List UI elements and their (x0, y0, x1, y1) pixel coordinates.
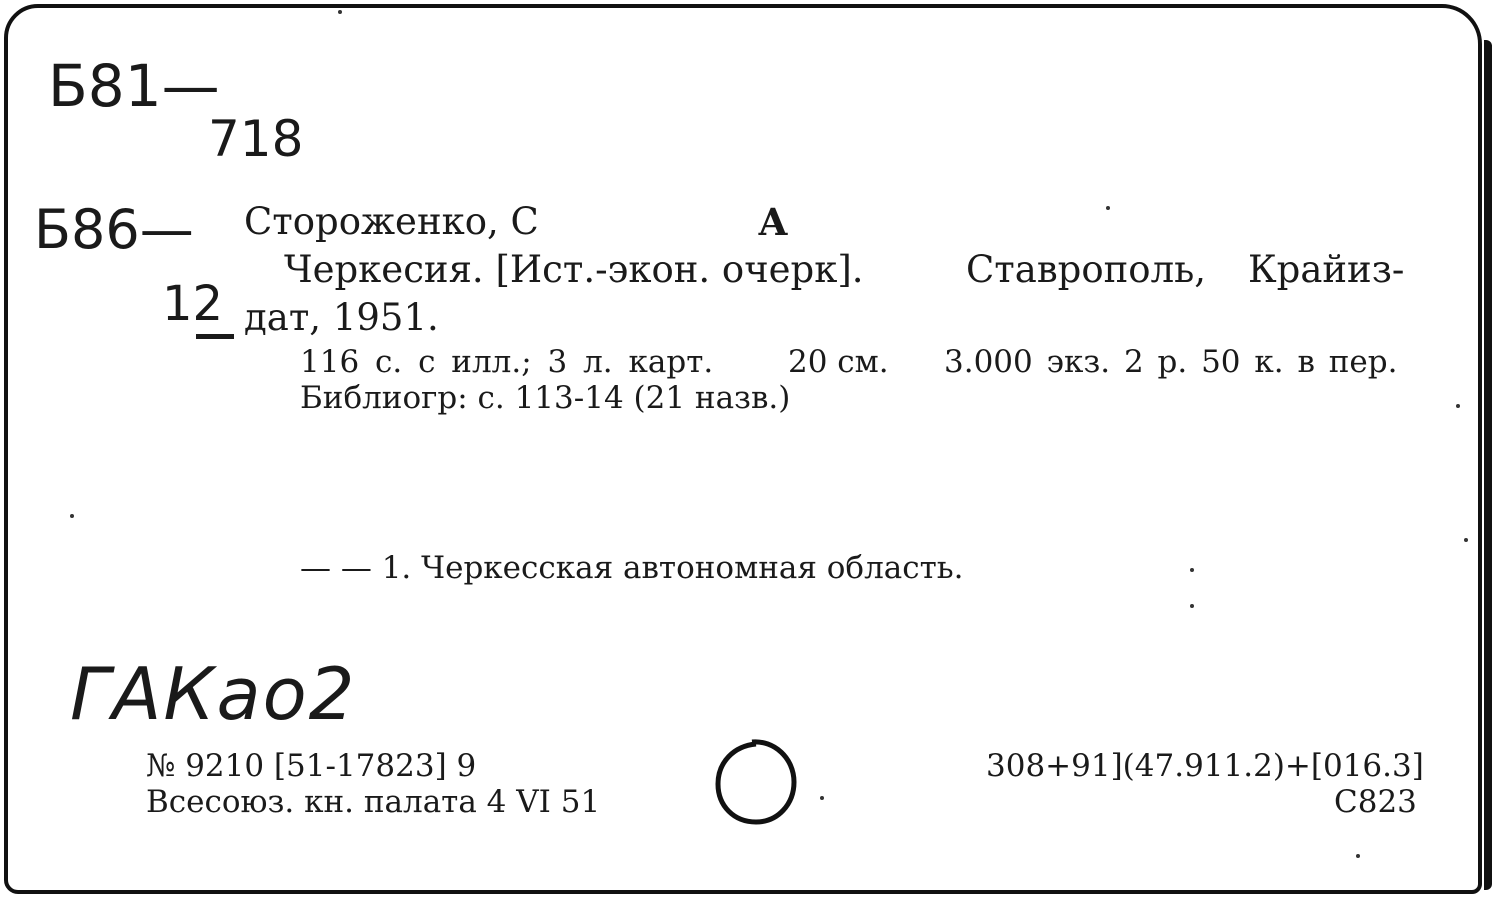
handwritten-shelfmark-top: Б81— (48, 52, 220, 120)
book-size: 20 см. (788, 344, 889, 380)
book-chamber: Всесоюз. кн. палата 4 VI 51 (146, 784, 601, 820)
publisher-name: Крайиз- (1248, 248, 1405, 291)
speck (1106, 206, 1110, 210)
handwritten-shelfmark-left: Б86— (34, 198, 194, 261)
subject-heading: — — 1. Черкесская автономная область. (300, 550, 964, 586)
publisher-place: Ставрополь, (966, 248, 1206, 291)
copies-price: 3.000 экз. 2 р. 50 к. в пер. (944, 344, 1398, 380)
speck (1190, 604, 1194, 608)
card-edge (1484, 40, 1492, 890)
record-number: № 9210 [51-17823] 9 (146, 748, 477, 784)
handwritten-shelfmark-left-sub: 12 (162, 276, 224, 332)
author-initial: А (758, 200, 789, 244)
handwritten-location-note: ГАКао2 (70, 652, 357, 736)
cutter-number: С823 (1334, 784, 1417, 820)
circle-mark-icon (712, 738, 802, 828)
classification-number: 308+91](47.911.2)+[016.3] (986, 748, 1424, 784)
publication-year: дат, 1951. (244, 296, 439, 339)
bibliography-note: Библиогр: с. 113-14 (21 назв.) (300, 380, 791, 416)
speck (1190, 568, 1194, 572)
speck (70, 514, 74, 518)
speck (820, 796, 824, 800)
speck (1464, 538, 1468, 542)
speck (338, 10, 342, 14)
speck (1356, 854, 1360, 858)
handwritten-underline (196, 334, 234, 339)
speck (1456, 404, 1460, 408)
author-name: Стороженко, С (244, 200, 539, 243)
handwritten-shelfmark-top-sub: 718 (208, 110, 304, 168)
physical-description: 116 с. с илл.; 3 л. карт. (300, 344, 714, 380)
book-title: Черкесия. [Ист.-экон. очерк]. (284, 248, 864, 291)
